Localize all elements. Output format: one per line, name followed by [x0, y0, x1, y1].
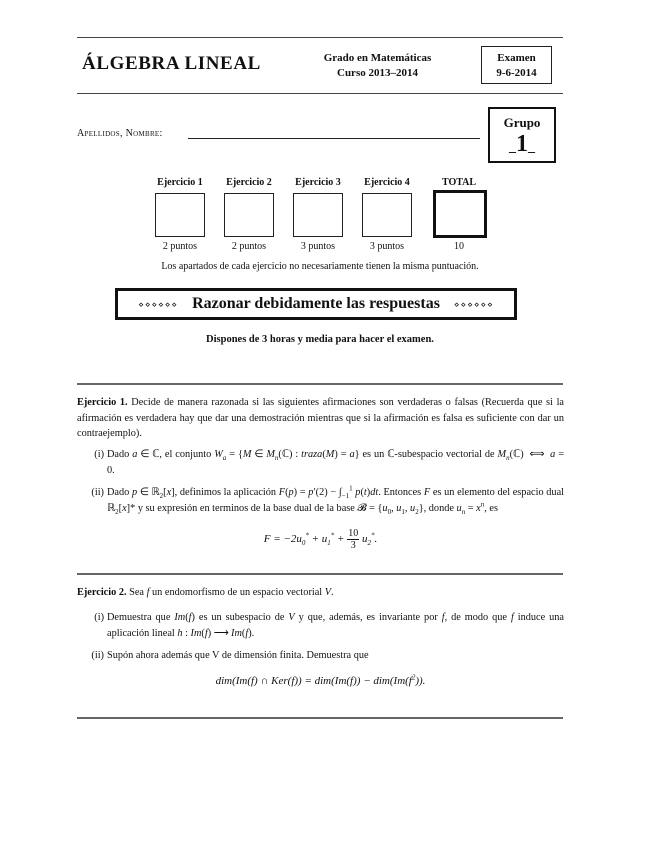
exercise-2-item-ii: (ii) Supón ahora además que V de dimensión finita. Demuestra que [91, 650, 369, 661]
group-number: _1_ [509, 131, 535, 157]
top-rule [77, 37, 563, 38]
score-label-3: Ejercicio 3 [295, 177, 341, 188]
group-label: Grupo [503, 115, 541, 130]
course-info [305, 51, 450, 81]
exam-title: ÁLGEBRA LINEAL [82, 53, 261, 74]
name-label: Apellidos, Nombre: [77, 128, 163, 139]
exam-label: Examen [497, 52, 536, 64]
points-3: 3 puntos [300, 241, 336, 252]
exercise-1-text: Decide de manera razonada si las siguientes afirmaciones son verdaderas o falsas (Recuerda que si la afirmación es verdadera hay que dar una demostración mientras que si la afirmación es falsa es suficiente con dar un contraejemplo). [77, 397, 565, 439]
score-label-total: TOTAL [441, 177, 477, 188]
section-rule-2 [77, 573, 563, 575]
points-1: 2 puntos [162, 241, 198, 252]
course-degree: Grado en Matemáticas [323, 52, 432, 64]
instruction-banner [115, 288, 517, 320]
equation-f: $F = -2u_0^* + u_1^*$ + $\frac{10}{3}$ $u_2^*$. [263, 528, 378, 551]
ornament-right: ⋄⋄⋄⋄⋄⋄ [453, 299, 494, 310]
points-2: 2 puntos [231, 241, 267, 252]
ornament-left: ⋄⋄⋄⋄⋄⋄ [138, 299, 179, 310]
score-box-total[interactable] [433, 190, 487, 238]
score-label-1: Ejercicio 1 [157, 177, 203, 188]
name-line[interactable] [188, 138, 480, 139]
section-rule-1 [77, 383, 563, 385]
equation-dim: dim(Im(f) ∩ $Ker(f)) = dim(Im(f)) - dim(Im(f^2))$. [215, 673, 426, 687]
exercise-1-intro [77, 395, 564, 442]
exercise-1-item-i: (i) Dado a ∈ ℂ, el conjunto $W_a = \{M$ ∈ $M_n(ℂ)$ : traza(M) = a} es un ℂ-subespacio vectorial de $M_n(ℂ)$ ⟺ a = 0. [94, 449, 564, 476]
exercise-2-heading: Ejercicio 2. [77, 587, 127, 598]
course-year: Curso 2013–2014 [337, 67, 418, 79]
exercise-1-heading: Ejercicio 1. [77, 397, 128, 408]
scoring-note: Los apartados de cada ejercicio no necesariamente tienen la misma puntuación. [161, 261, 479, 272]
exam-date: 9-6-2014 [496, 67, 537, 79]
time-note: Dispones de 3 horas y media para hacer el examen. [206, 334, 434, 345]
exercise-2-intro: Ejercicio 2. Sea f un endomorfismo de un espacio vectorial V. [77, 587, 334, 598]
points-total: 10 [454, 241, 464, 252]
section-rule-3 [77, 717, 563, 719]
score-box-1[interactable] [155, 193, 205, 237]
group-box [488, 107, 556, 163]
score-box-2[interactable] [224, 193, 274, 237]
score-box-3[interactable] [293, 193, 343, 237]
exam-date-box [481, 46, 552, 84]
score-label-2: Ejercicio 2 [226, 177, 272, 188]
header-bottom-rule [77, 93, 563, 94]
points-4: 3 puntos [369, 241, 405, 252]
score-box-4[interactable] [362, 193, 412, 237]
exercise-2-item-i: (i) Demuestra que Im(f) es un subespacio de V y que, además, es invariante por f, de modo que f induce una aplicación lineal h : Im(f) ⟶ Im(f). [94, 612, 564, 639]
banner-text: Razonar debidamente las respuestas [192, 295, 440, 313]
score-label-4: Ejercicio 4 [364, 177, 410, 188]
exercise-1-item-ii: (ii) Dado p ∈ ℝ$_2$[x], definimos la aplicación $F(p) = p'(2) - \int_{-1}^1$ p(t)dt. Entonces F es un elemento del espacio dual ℝ$_2$[x]* y su expresión en terminos de la base dual de la base 𝓑 = {$u_0$, $u_1$, $u_2$}, donde $u_n = x^n$, es [91, 484, 565, 516]
